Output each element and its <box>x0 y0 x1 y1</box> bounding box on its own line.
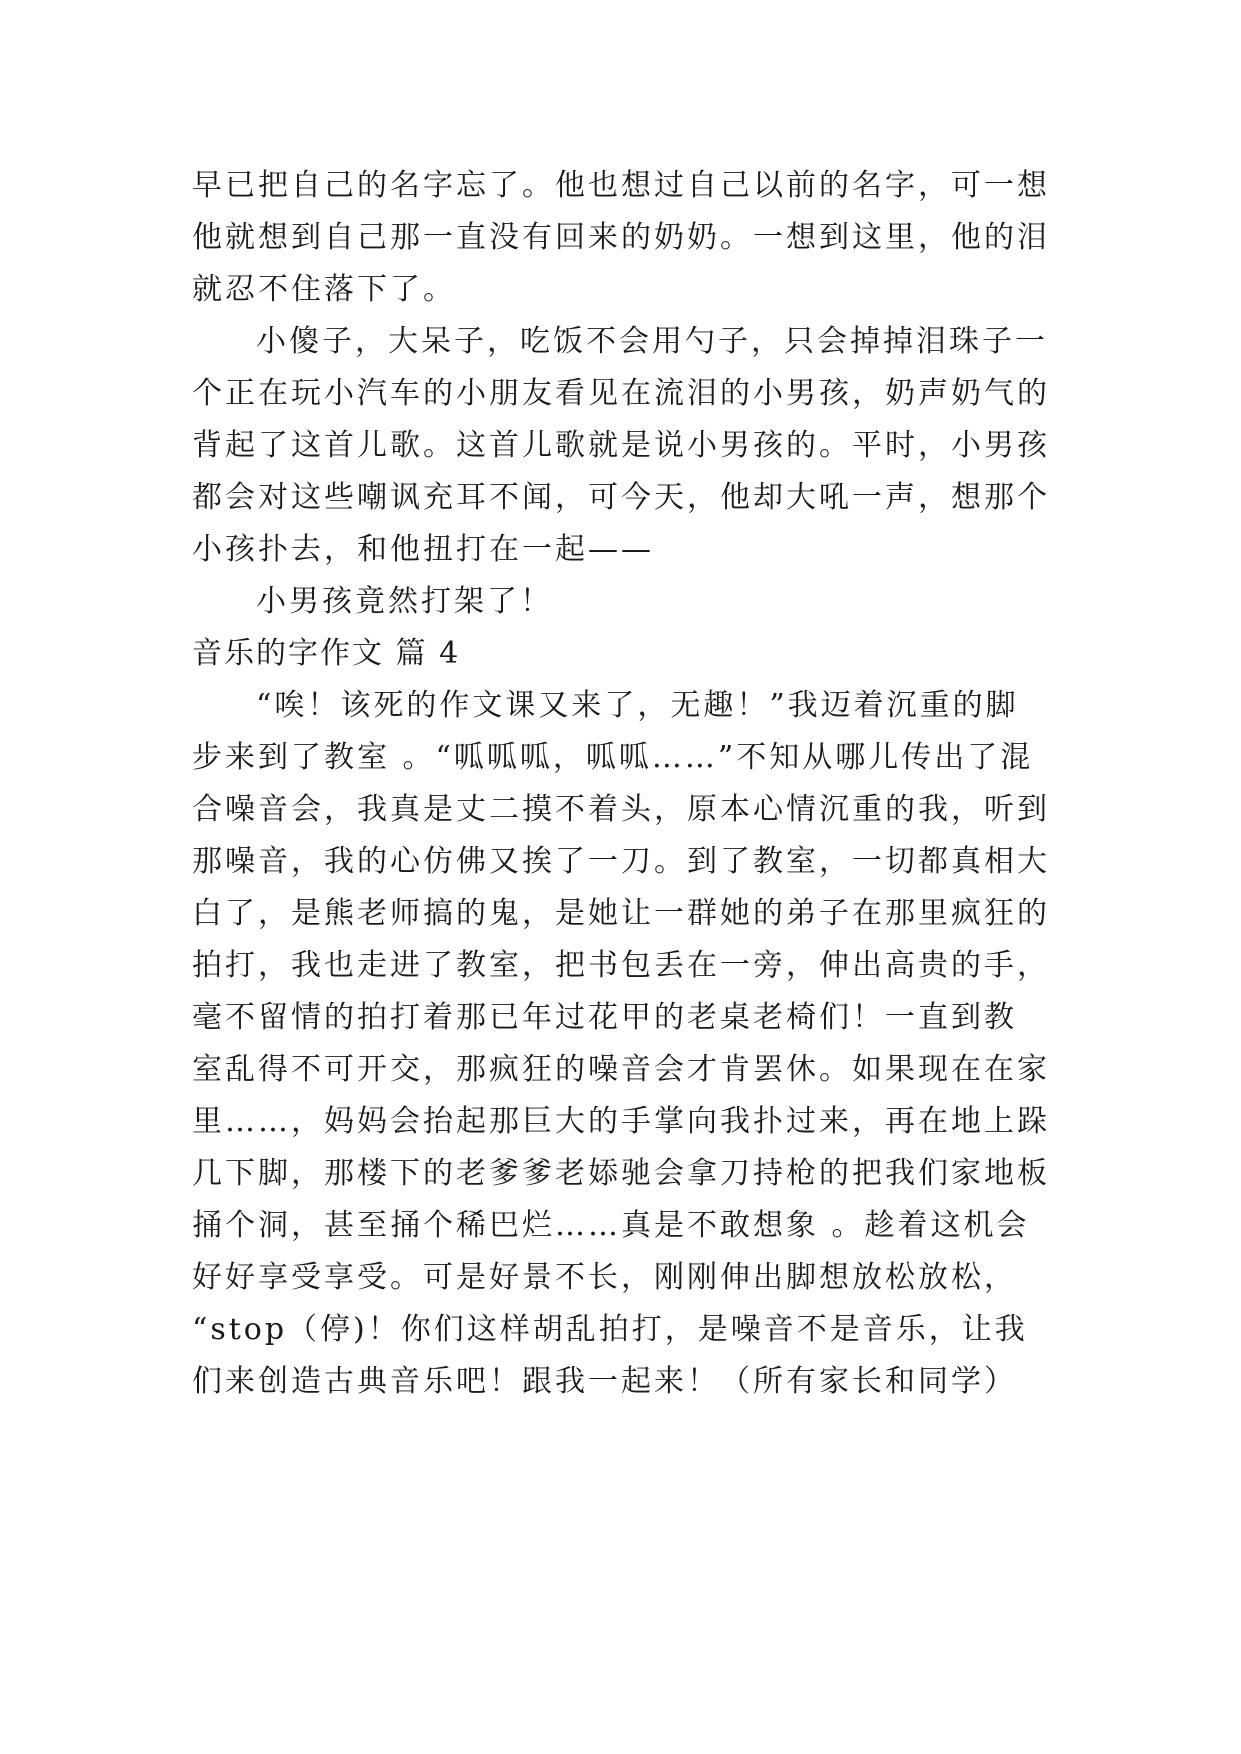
paragraph-1 <box>192 160 1072 316</box>
text-line: 捅个洞，甚至捅个稀巴烂……真是不敢想象 。趁着这机会 <box>192 1208 1030 1243</box>
text-line: 拍打，我也走进了教室，把书包丢在一旁，伸出高贵的手， <box>192 948 1050 983</box>
text-line: 小男孩竟然打架了！ <box>256 584 553 619</box>
text-line: 好好享受享受。可是好景不长，刚刚伸出脚想放松放松， <box>192 1260 1017 1295</box>
text-line: 背起了这首儿歌。这首儿歌就是说小男孩的。平时，小男孩 <box>192 428 1050 463</box>
text-line: “唉！该死的作文课又来了，无趣！”我迈着沉重的脚 <box>256 688 1019 723</box>
text-line: 合噪音会，我真是丈二摸不着头，原本心情沉重的我，听到 <box>192 792 1050 827</box>
section-heading: 音乐的字作文 篇 4 <box>192 636 461 671</box>
paragraph-4 <box>192 680 1072 1408</box>
paragraph-2 <box>192 316 1072 576</box>
document-body <box>192 160 1072 1408</box>
text-line: 步来到了教室 。“呱呱呱，呱呱……”不知从哪儿传出了混 <box>192 740 1034 775</box>
text-line: 早已把自己的名字忘了。他也想过自己以前的名字，可一想 <box>192 168 1050 203</box>
text-line: 都会对这些嘲讽充耳不闻，可今天，他却大吼一声，想那个 <box>192 480 1050 515</box>
text-line: 个正在玩小汽车的小朋友看见在流泪的小男孩，奶声奶气的 <box>192 376 1050 411</box>
paragraph-3 <box>192 576 1072 628</box>
text-line: 那噪音，我的心仿佛又挨了一刀。到了教室，一切都真相大 <box>192 844 1050 879</box>
text-line: 就忍不住落下了。 <box>192 272 456 307</box>
text-line: 们来创造古典音乐吧！跟我一起来！（所有家长和同学） <box>192 1364 1017 1399</box>
text-line: “stop（停)！你们这样胡乱拍打，是噪音不是音乐，让我 <box>192 1312 1028 1347</box>
text-line: 几下脚，那楼下的老爹爹老婖驰会拿刀持枪的把我们家地板 <box>192 1156 1050 1191</box>
text-line: 小孩扑去，和他扭打在一起—— <box>192 532 654 567</box>
text-line: 里……，妈妈会抬起那巨大的手掌向我扑过来，再在地上跺 <box>192 1104 1050 1139</box>
text-line: 他就想到自己那一直没有回来的奶奶。一想到这里，他的泪 <box>192 220 1050 255</box>
text-line: 白了，是熊老师搞的鬼，是她让一群她的弟子在那里疯狂的 <box>192 896 1050 931</box>
text-line: 室乱得不可开交，那疯狂的噪音会才肯罢休。如果现在在家 <box>192 1052 1050 1087</box>
text-line: 小傻子，大呆子，吃饭不会用勺子，只会掉掉泪珠子一 <box>256 324 1048 359</box>
text-line: 毫不留情的拍打着那已年过花甲的老桌老椅们！一直到教 <box>192 1000 1017 1035</box>
